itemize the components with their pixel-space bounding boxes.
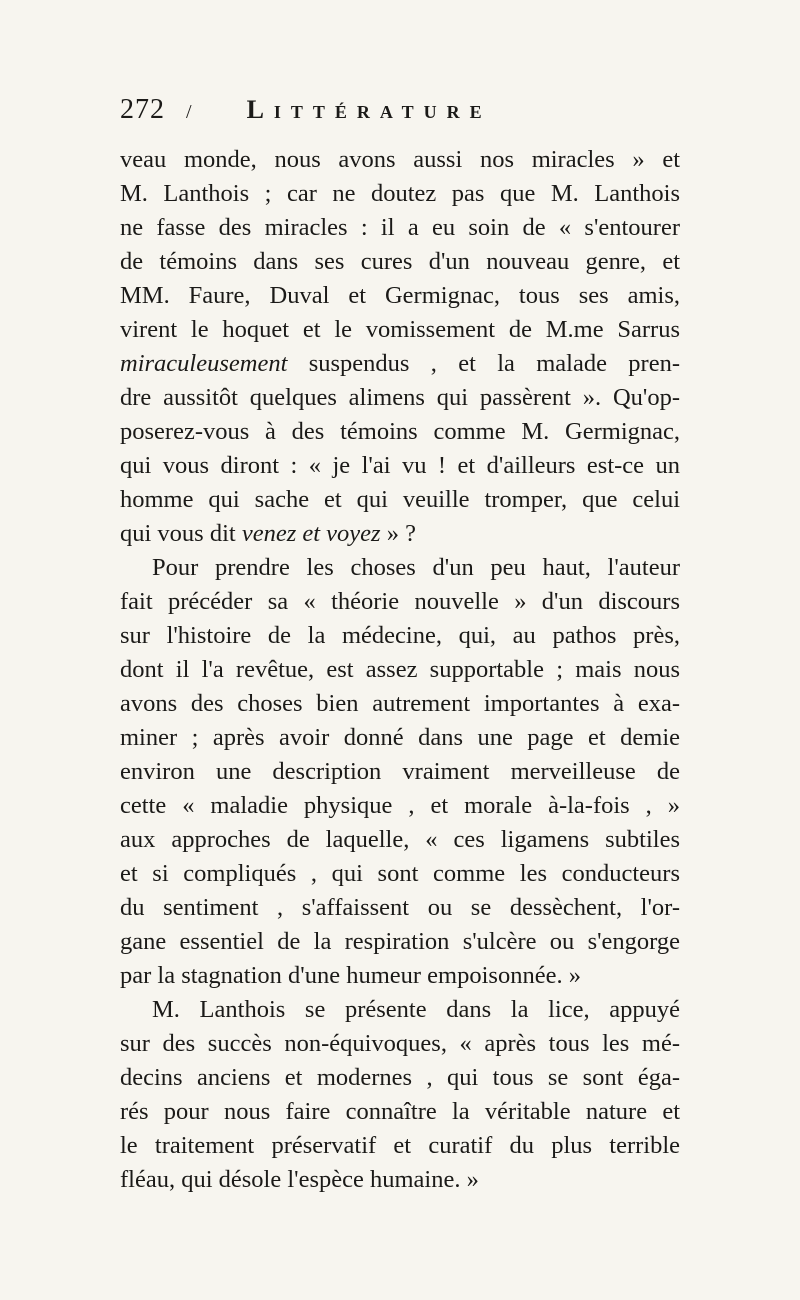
running-title — [247, 95, 492, 124]
text-line: qui vous dit venez et voyez » ? — [120, 520, 416, 547]
italic-phrase: miraculeusement — [120, 350, 288, 377]
text-line: fait précéder sa « théorie nouvelle » d'un discours — [120, 588, 680, 615]
header-mark: / — [186, 101, 192, 123]
text-line: et si compliqués , qui sont comme les conducteurs — [120, 860, 680, 887]
running-title-rest: ITTÉRATURE — [273, 102, 492, 122]
text-line: veau monde, nous avons aussi nos miracles » et — [120, 146, 680, 173]
text-line: poserez-vous à des témoins comme M. Germignac, — [120, 418, 680, 445]
text-line: qui vous diront : « je l'ai vu ! et d'ailleurs est-ce un — [120, 452, 680, 479]
text-line: dont il l'a revêtue, est assez supportable ; mais nous — [120, 656, 680, 683]
text-line: decins anciens et modernes , qui tous se sont éga- — [120, 1064, 680, 1091]
text-line: sur des succès non-équivoques, « après tous les mé- — [120, 1030, 680, 1057]
text-line: homme qui sache et qui veuille tromper, que celui — [120, 486, 680, 513]
text-line: par la stagnation d'une humeur empoisonnée. » — [120, 962, 581, 989]
page-header — [120, 90, 492, 130]
text-line: de témoins dans ses cures d'un nouveau genre, et — [120, 248, 680, 275]
paragraph-start-line: Pour prendre les choses d'un peu haut, l'auteur — [152, 554, 680, 581]
text-line: avons des choses bien autrement importantes à exa- — [120, 690, 680, 717]
text-line: miner ; après avoir donné dans une page et demie — [120, 724, 680, 751]
text-line: le traitement préservatif et curatif du plus terrible — [120, 1132, 680, 1159]
text-line: ne fasse des miracles : il a eu soin de « s'entourer — [120, 214, 680, 241]
body-text — [120, 143, 680, 1197]
running-title-initial: L — [246, 95, 274, 124]
text-line: fléau, qui désole l'espèce humaine. » — [120, 1166, 479, 1193]
text-line: sur l'histoire de la médecine, qui, au pathos près, — [120, 622, 680, 649]
text-line: miraculeusement suspendus , et la malade pren- — [120, 350, 680, 377]
text-line: environ une description vraiment merveilleuse de — [120, 758, 680, 785]
text-line: rés pour nous faire connaître la véritable nature et — [120, 1098, 680, 1125]
text-line: aux approches de laquelle, « ces ligamens subtiles — [120, 826, 680, 853]
page-number: 272 — [120, 94, 165, 125]
italic-phrase: venez et voyez — [241, 520, 381, 547]
paragraph-start-line: M. Lanthois se présente dans la lice, appuyé — [152, 996, 680, 1023]
text-line: du sentiment , s'affaissent ou se dessèchent, l'or- — [120, 894, 680, 921]
text-line: gane essentiel de la respiration s'ulcère ou s'engorge — [120, 928, 680, 955]
text-line: cette « maladie physique , et morale à-la-fois , » — [120, 792, 680, 819]
text-line: MM. Faure, Duval et Germignac, tous ses amis, — [120, 282, 680, 309]
text-line: virent le hoquet et le vomissement de M.me Sarrus — [120, 316, 680, 343]
text-line: M. Lanthois ; car ne doutez pas que M. Lanthois — [120, 180, 680, 207]
text-line: dre aussitôt quelques alimens qui passèrent ». Qu'op- — [120, 384, 680, 411]
